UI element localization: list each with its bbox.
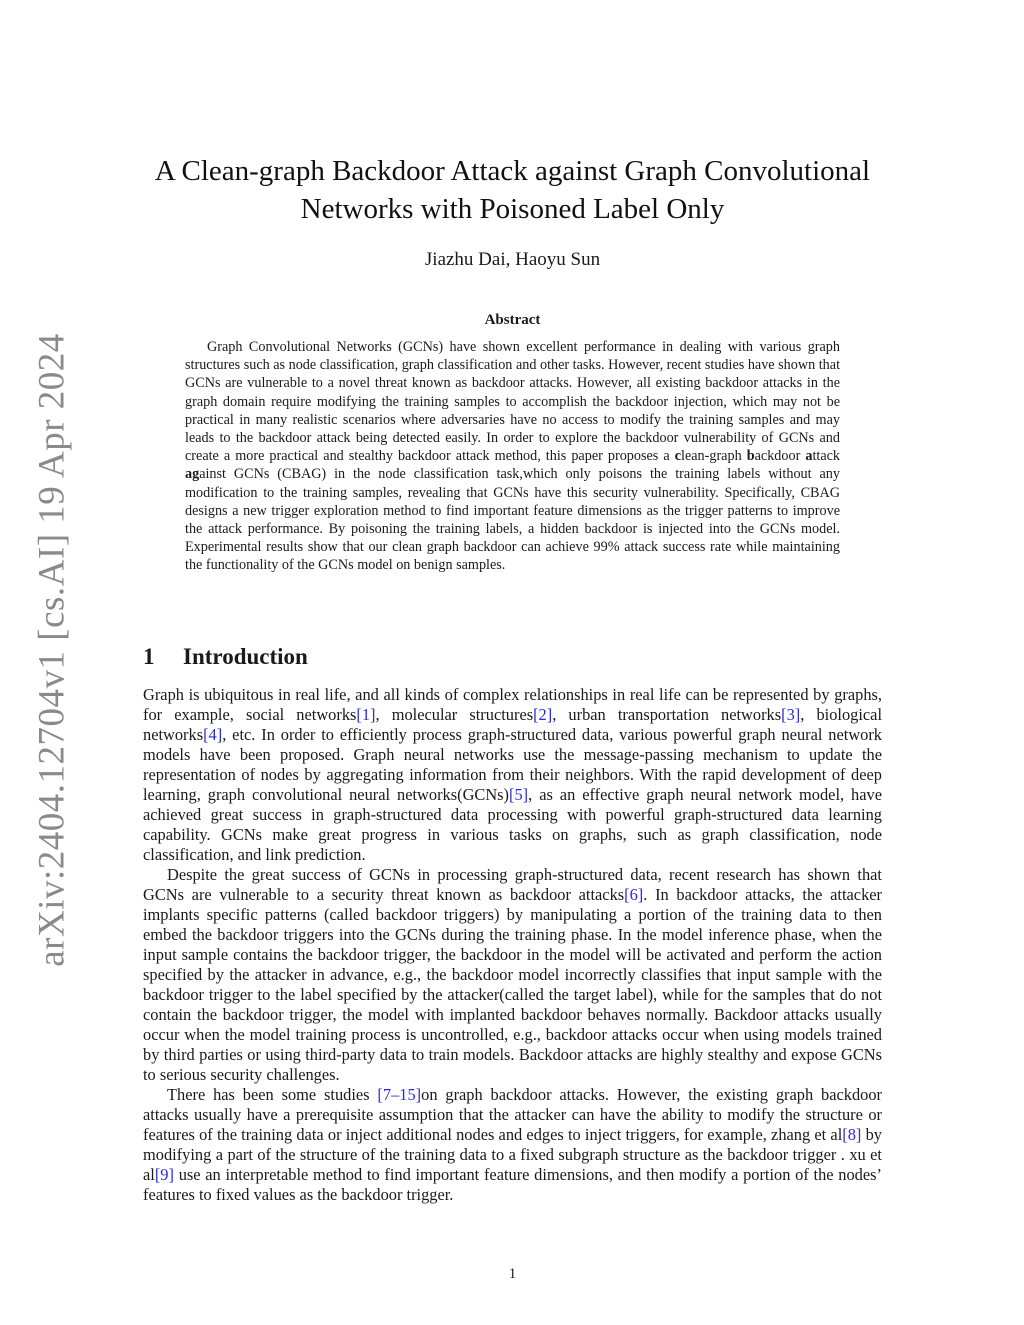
section-title: Introduction (183, 644, 308, 669)
paper-authors: Jiazhu Dai, Haoyu Sun (424, 249, 601, 270)
text-run: . In backdoor attacks, the attacker implants specific patterns (called backdoor triggers) by manipulating a portion of the training data to then embed the backdoor triggers into the GCNs during the training phase. In the model inference phase, when the input sample contains the backdoor trigger, the backdoor in the model will be activated and perform the action specified by the attacker in advance, e.g., the backdoor model incorrectly classifies that input sample with the backdoor trigger to the label specified by the attacker(called the target label), while for the samples that do not contain the backdoor trigger, the model with implanted backdoor behaves normally. Backdoor attacks usually occur when the model training process is uncontrolled, e.g., backdoor attacks occur when using models trained by third parties or using third-party data to train models. Backdoor attacks are highly stealthy and expose GCNs to serious security challenges. (143, 885, 883, 1084)
abstract-heading: Abstract (484, 312, 541, 328)
abstract-bold-g: g (192, 466, 200, 483)
abstract-bold-b: b (746, 448, 755, 465)
abstract-text-b1: lean-graph (681, 448, 747, 465)
citation-link[interactable]: [7–15] (377, 1085, 422, 1104)
intro-paragraph-1 (143, 685, 882, 865)
page-number: 1 (508, 1266, 517, 1282)
abstract-text-b3: ttack (812, 448, 841, 465)
text-run: use an interpretable method to find important feature dimensions, and then modify a portion of the nodes’ features to fixed values as the backdoor trigger. (143, 1165, 882, 1204)
text-run: , as an effective graph neural network model, have achieved great success in graph-structured data processing with powerful graph-structured data learning capability. GCNs make great progress in various tasks on graphs, such as graph classification, node classification, and link prediction. (143, 785, 882, 864)
abstract-text-b2: ackdoor (754, 448, 801, 465)
section-heading-introduction (143, 644, 308, 670)
title-line-2: Networks with Poisoned Label Only (300, 193, 725, 225)
citation-link[interactable]: [1] (356, 705, 376, 724)
section-number: 1 (143, 644, 155, 669)
text-run: , urban transportation networks (552, 705, 782, 724)
abstract-text-a: Graph Convolutional Networks (GCNs) have shown excellent performance in dealing with various graph structures such as node classification, graph classification and other tasks. However, recent studies have shown that GCNs are vulnerable to a novel threat known as backdoor attacks. However, all existing backdoor attacks in the graph domain require modifying the training samples to accomplish the backdoor injection, which may not be practical in many realistic scenarios where adversaries have no access to modify the training samples and may leads to the backdoor attack being detected easily. In order to explore the backdoor vulnerability of GCNs and create a more practical and stealthy backdoor attack method, this paper proposes a (185, 339, 841, 465)
text-run: , biological networks (143, 705, 882, 744)
citation-link[interactable]: [4] (203, 725, 223, 744)
citation-link[interactable]: [8] (842, 1125, 862, 1144)
text-run: on graph backdoor attacks. However, the existing graph backdoor attacks usually have a prerequisite assumption that the attacker can have the ability to modify the structure or features of the training data or inject additional nodes and edges to inject triggers, for example, zhang et al (143, 1085, 883, 1144)
abstract-bold-a2: a (185, 466, 193, 483)
citation-link[interactable]: [6] (624, 885, 644, 904)
arxiv-identifier: arXiv:2404.12704v1 [cs.AI] 19 Apr 2024 (31, 333, 73, 967)
title-line-1: A Clean-graph Backdoor Attack against Graph Convolutional (154, 155, 871, 187)
introduction-body (143, 685, 882, 1205)
abstract-body (185, 338, 840, 575)
arxiv-sidebar (24, 0, 84, 1325)
paper-title (143, 152, 882, 228)
intro-paragraph-2 (143, 865, 882, 1085)
abstract-bold-a: a (805, 448, 813, 465)
citation-link[interactable]: [5] (509, 785, 529, 804)
intro-paragraph-3 (143, 1085, 882, 1205)
text-run: Despite the great success of GCNs in processing graph-structured data, recent research has shown that GCNs are vulnerable to a security threat known as backdoor attacks (143, 865, 882, 904)
citation-link[interactable]: [3] (781, 705, 801, 724)
citation-link[interactable]: [9] (154, 1165, 174, 1184)
text-run: , molecular structures (375, 705, 534, 724)
abstract-paragraph (185, 338, 840, 575)
text-run: by modifying a part of the structure of the training data to a fixed subgraph structure as the backdoor trigger . xu et al (143, 1125, 882, 1184)
text-run: There has been some studies (167, 1085, 378, 1104)
citation-link[interactable]: [2] (533, 705, 553, 724)
text-run: , etc. In order to efficiently process graph-structured data, various powerful graph neural network models have been proposed. Graph neural networks use the message-passing mechanism to update the representation of nodes by aggregating information from their neighbors. With the rapid development of deep learning, graph convolutional neural networks(GCNs) (143, 725, 882, 804)
text-run: Graph is ubiquitous in real life, and all kinds of complex relationships in real life can be represented by graphs, for example, social networks (143, 685, 882, 724)
abstract-bold-c: c (674, 448, 681, 465)
abstract-text-rest: ainst GCNs (CBAG) in the node classification task,which only poisons the training labels without any modification to the training samples, revealing that GCNs have this security vulnerability. Specifically, CBAG designs a new trigger exploration method to find important feature dimensions as the trigger patterns to improve the attack performance. By poisoning the training labels, a hidden backdoor is injected into the GCNs model. Experimental results show that our clean graph backdoor can achieve 99% attack success rate while maintaining the functionality of the GCNs model on benign samples. (185, 466, 840, 574)
